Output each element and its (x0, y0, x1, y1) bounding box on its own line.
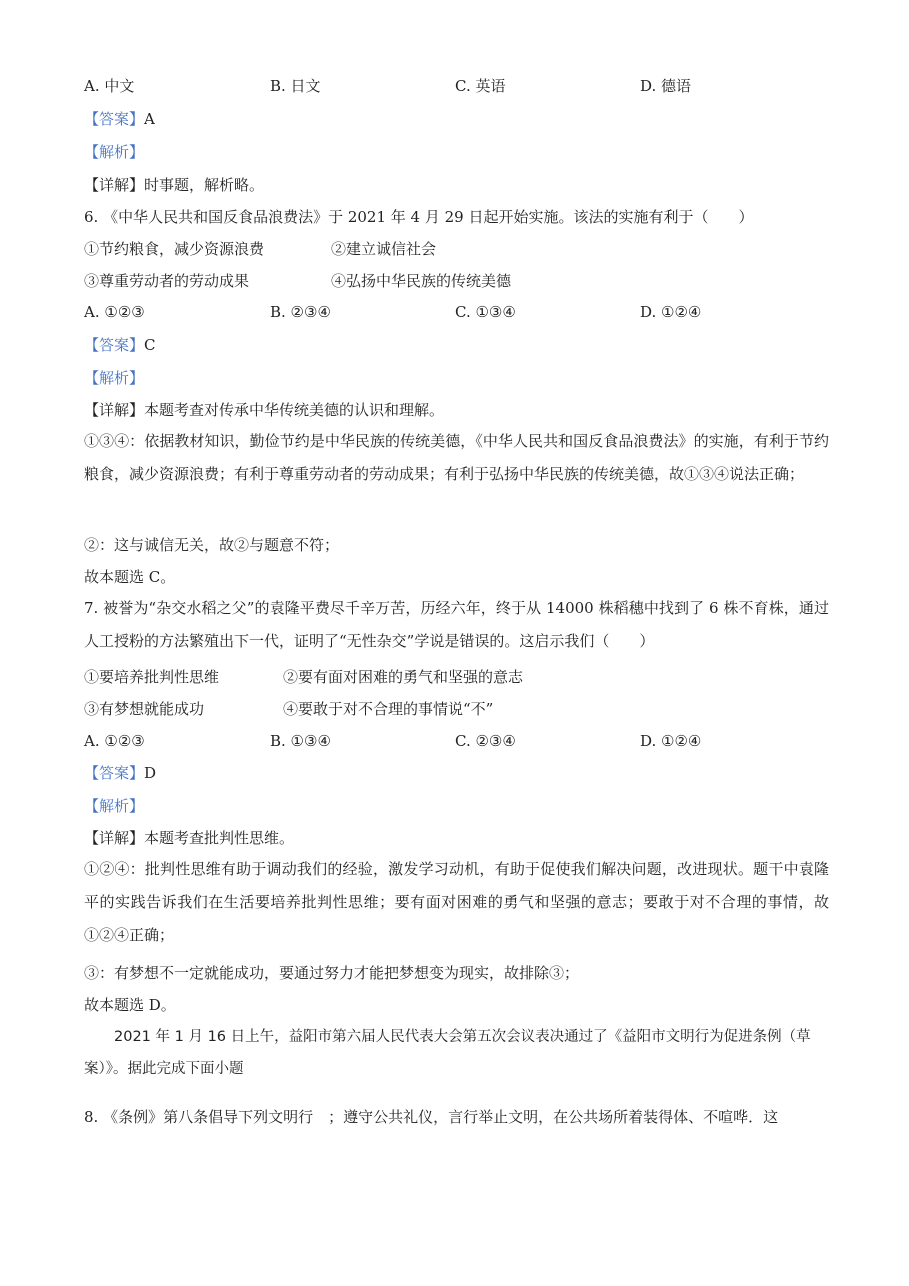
q7-answer (84, 763, 156, 783)
q7-conclusion: 故本题选 D。 (84, 996, 176, 1014)
q7-item-4: ④要敢于对不合理的事情说“不” (283, 700, 494, 718)
answer-value: C (144, 336, 156, 354)
q5-answer (84, 109, 155, 129)
q7-analysis-label: 【解析】 (84, 797, 145, 815)
q7-item-3: ③有梦想就能成功 (84, 700, 205, 718)
q6-item-3: ③尊重劳动者的劳动成果 (84, 272, 250, 290)
q7-option-b: B. ①③④ (270, 732, 331, 750)
q6-exclude: ②：这与诚信无关，故②与题意不符； (84, 536, 340, 554)
q6-option-a: A. ①②③ (84, 303, 145, 321)
q6-option-d: D. ①②④ (640, 303, 702, 321)
q6-item-2: ②建立诚信社会 (331, 240, 437, 258)
q6-item-4: ④弘扬中华民族的传统美德 (331, 272, 512, 290)
answer-label: 【答案】 (84, 110, 145, 128)
q5-option-c: C. 英语 (455, 77, 506, 95)
q8-stem: 8. 《条例》第八条倡导下列文明行 ；遵守公共礼仪，言行举止文明，在公共场所着装得体、不喧哗．这 (84, 1108, 779, 1126)
q6-answer (84, 335, 156, 355)
q7-option-c: C. ②③④ (455, 732, 516, 750)
q7-option-d: D. ①②④ (640, 732, 702, 750)
q5-option-a: A. 中文 (84, 77, 135, 95)
q5-option-d: D. 德语 (640, 77, 692, 95)
q6-option-c: C. ①③④ (455, 303, 516, 321)
answer-value: A (144, 110, 155, 128)
q5-option-b: B. 日文 (270, 77, 321, 95)
q7-explanation: ①②④：批判性思维有助于调动我们的经验，激发学习动机，有助于促使我们解决问题，改进现状。题干中袁隆平的实践告诉我们在生活要培养批判性思维；要有面对困难的勇气和坚强的意志；要敢于对不合理的事情，故①②④正确； (84, 860, 829, 944)
q7-option-a: A. ①②③ (84, 732, 145, 750)
stimulus-paragraph: 2021 年 1 月 16 日上午，益阳市第六届人民代表大会第五次会议表决通过了《益阳市文明行为促进条例（草案）》。据此完成下面小题 (84, 1029, 811, 1077)
answer-value: D (144, 764, 157, 782)
q7-item-1: ①要培养批判性思维 (84, 668, 220, 686)
q6-analysis-label: 【解析】 (84, 369, 145, 387)
q6-item-1: ①节约粮食，减少资源浪费 (84, 240, 265, 258)
q5-analysis-label: 【解析】 (84, 143, 145, 161)
answer-label: 【答案】 (84, 764, 145, 782)
q6-stem: 6. 《中华人民共和国反食品浪费法》于 2021 年 4 月 29 日起开始实施。该法的实施有利于（ ） (84, 208, 754, 226)
answer-label: 【答案】 (84, 336, 145, 354)
q6-conclusion: 故本题选 C。 (84, 568, 176, 586)
q6-option-b: B. ②③④ (270, 303, 331, 321)
q6-detail: 【详解】本题考查对传承中华传统美德的认识和理解。 (84, 401, 445, 419)
q6-explanation: ①③④：依据教材知识，勤俭节约是中华民族的传统美德，《中华人民共和国反食品浪费法》的实施，有利于节约粮食，减少资源浪费；有利于尊重劳动者的劳动成果；有利于弘扬中华民族的传统美德，故①③④说法正确； (84, 432, 829, 483)
q7-stem: 7. 被誉为“杂交水稻之父”的袁隆平费尽千辛万苦，历经六年，终于从 14000 株稻穗中找到了 6 株不育株，通过人工授粉的方法繁殖出下一代，证明了“无性杂交”学说是错误的。这启示我们（ ） (84, 599, 829, 650)
q7-item-2: ②要有面对困难的勇气和坚强的意志 (283, 668, 524, 686)
q7-detail: 【详解】本题考查批判性思维。 (84, 829, 295, 847)
q7-exclude: ③：有梦想不一定就能成功，要通过努力才能把梦想变为现实，故排除③； (84, 964, 580, 982)
q5-detail: 【详解】时事题，解析略。 (84, 176, 265, 194)
